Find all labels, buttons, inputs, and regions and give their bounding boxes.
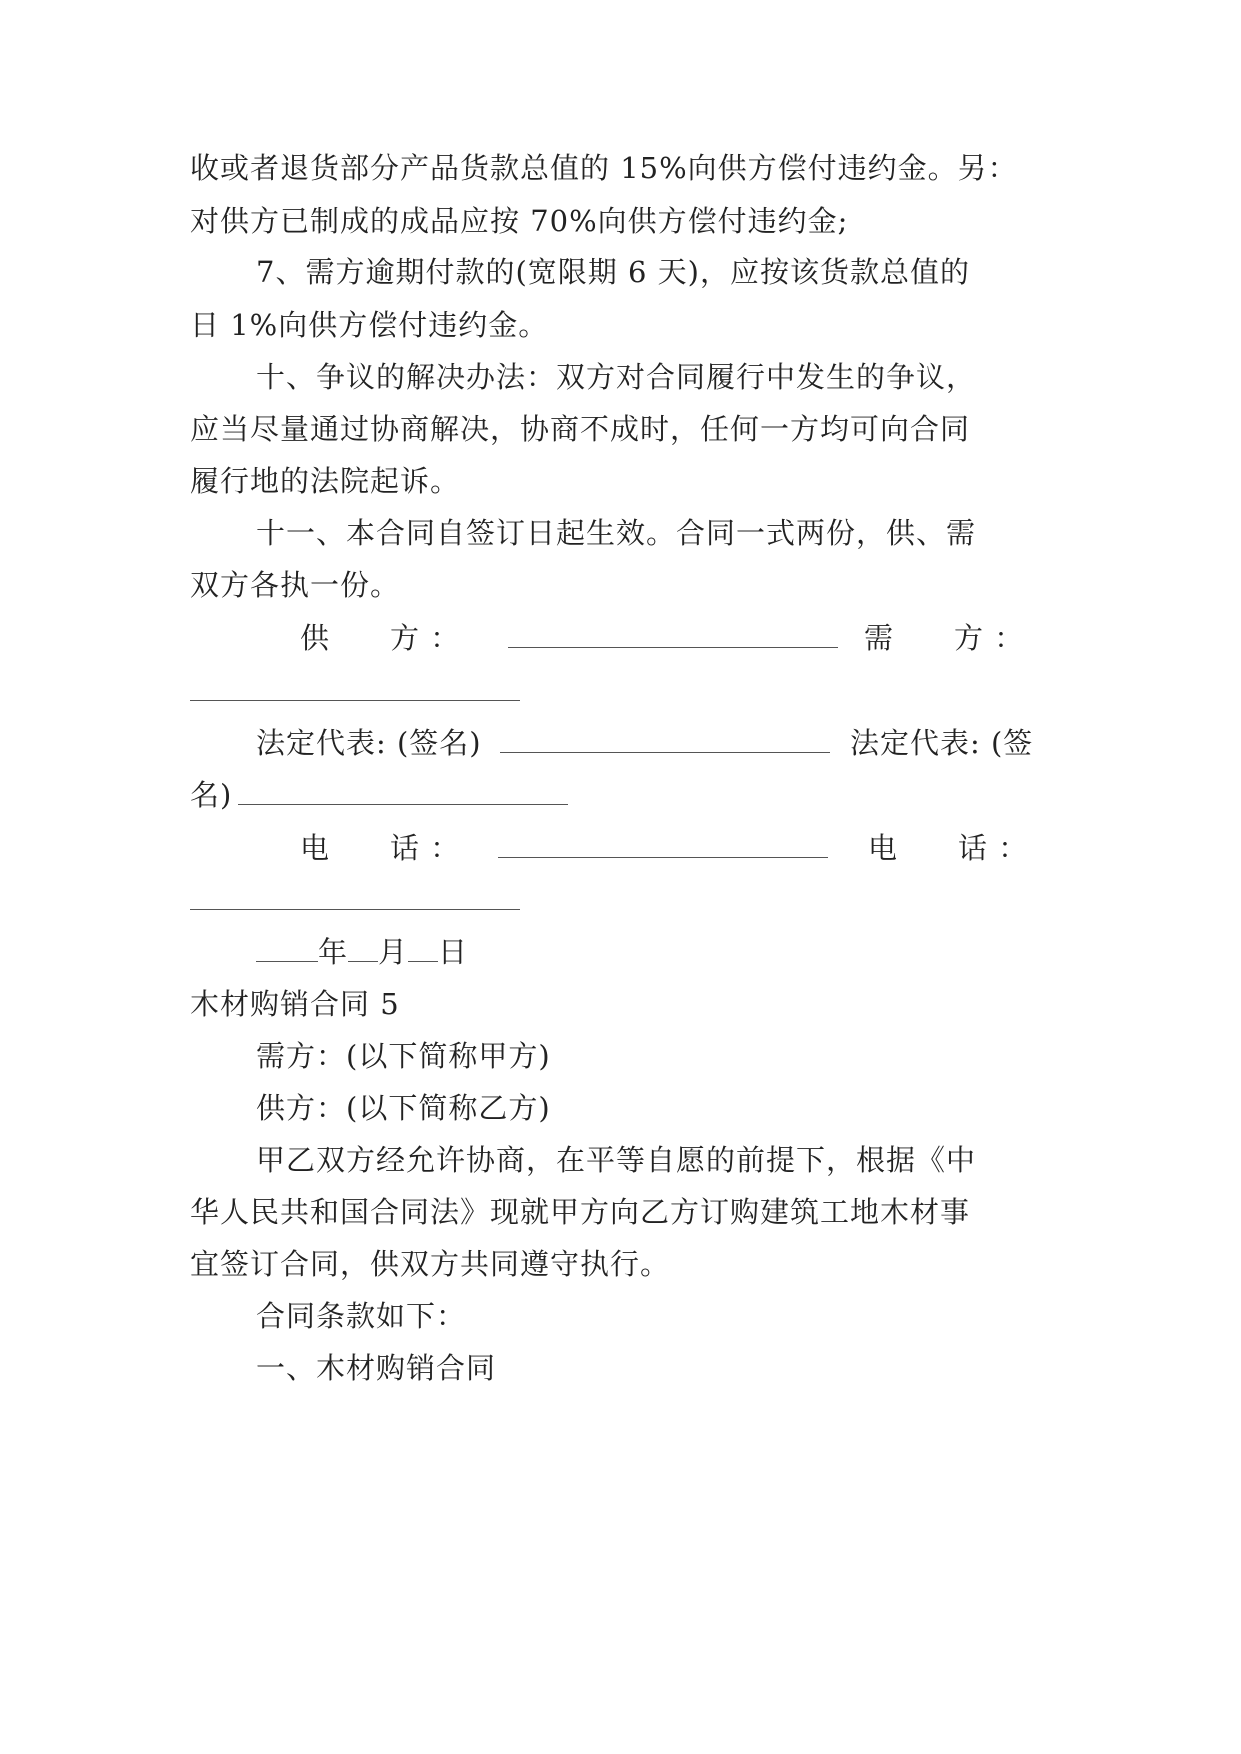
date-month-label: 月 [378, 935, 409, 969]
buyer-party: 需方：(以下简称甲方) [256, 1039, 551, 1073]
buyer-blank [190, 673, 520, 709]
rep-blank-supplier [500, 725, 830, 761]
clause-11-line: 十一、本合同自签订日起生效。合同一式两份，供、需 [256, 516, 977, 550]
signature-underline [190, 883, 520, 910]
clause-1-heading: 一、木材购销合同 [256, 1351, 497, 1385]
buyer-label: 需 方 ： [864, 621, 1025, 655]
intro-line: 宜签订合同，供双方共同遵守执行。 [190, 1247, 671, 1281]
paragraph-line: 日 1%向供方偿付违约金。 [190, 308, 549, 342]
phone-label-buyer: 电 话 ： [868, 831, 1029, 865]
supplier-label: 供 方 ： [300, 621, 461, 655]
rep-blank-buyer [238, 777, 568, 813]
date-blank-year [256, 939, 318, 962]
date-year-label: 年 [318, 935, 349, 969]
date-blank-month [348, 939, 378, 962]
clause-10-line: 十、争议的解决办法：双方对合同履行中发生的争议， [256, 360, 977, 394]
supplier-party: 供方：(以下简称乙方) [256, 1091, 551, 1125]
paragraph-line: 收或者退货部分产品货款总值的 15%向供方偿付违约金。另： [190, 151, 1018, 185]
date-day-label: 日 [438, 935, 469, 969]
rep-label-buyer-cont: 名) [190, 778, 233, 812]
phone-blank-supplier [498, 830, 828, 866]
paragraph-line: 应当尽量通过协商解决，协商不成时，任何一方均可向合同 [190, 412, 971, 446]
date-blank-day [408, 939, 438, 962]
signature-underline [500, 726, 830, 753]
supplier-blank [508, 620, 838, 656]
signature-underline [498, 831, 828, 858]
terms-heading: 合同条款如下： [256, 1299, 467, 1333]
signature-date [256, 934, 1116, 970]
clause-7-line: 7、需方逾期付款的(宽限期 6 天)，应按该货款总值的 [256, 255, 970, 289]
intro-line: 华人民共和国合同法》现就甲方向乙方订购建筑工地木材事 [190, 1195, 971, 1229]
paragraph-line: 对供方已制成的成品应按 70%向供方偿付违约金; [190, 204, 849, 238]
rep-label-buyer: 法定代表: (签 [850, 726, 1034, 760]
paragraph-line: 履行地的法院起诉。 [190, 464, 461, 498]
signature-underline [190, 674, 520, 701]
contract-title: 木材购销合同 5 [190, 987, 400, 1021]
intro-line: 甲乙双方经允许协商，在平等自愿的前提下，根据《中 [256, 1143, 977, 1177]
signature-underline [508, 621, 838, 648]
paragraph-line: 双方各执一份。 [190, 568, 401, 602]
phone-blank-buyer [190, 882, 520, 918]
phone-label-supplier: 电 话 ： [300, 831, 461, 865]
rep-label-supplier: 法定代表: (签名) [256, 726, 482, 760]
signature-underline [238, 778, 568, 805]
